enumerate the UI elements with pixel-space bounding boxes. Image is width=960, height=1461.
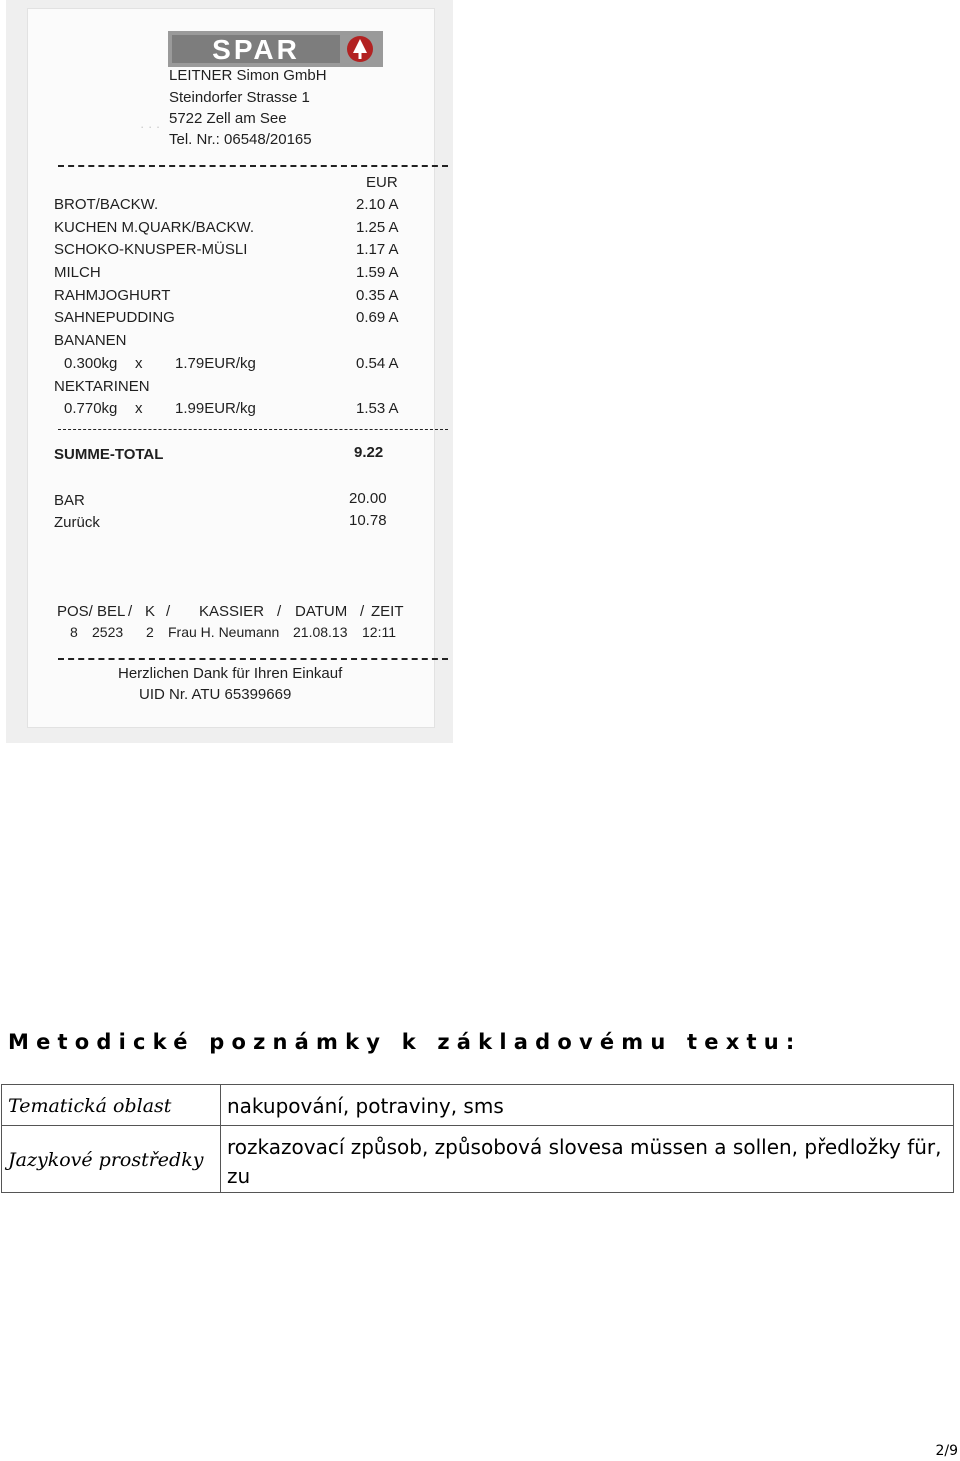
footer-k-value: 2	[146, 624, 154, 640]
store-phone: Tel. Nr.: 06548/20165	[169, 131, 312, 148]
item-name: MILCH	[54, 264, 101, 281]
item-unit-price: 1.99EUR/kg	[175, 400, 256, 417]
footer-datum-header: DATUM	[295, 603, 348, 620]
item-name: SAHNEPUDDING	[54, 309, 175, 326]
item-quantity: 0.770kg	[64, 400, 118, 417]
item-times: x	[135, 355, 143, 372]
change-value: 10.78	[349, 512, 387, 529]
item-price: 1.25 A	[356, 219, 399, 236]
item-name: NEKTARINEN	[54, 378, 150, 395]
item-price: 0.69 A	[356, 309, 399, 326]
uid-number: UID Nr. ATU 65399669	[139, 686, 292, 703]
footer-kassier-header: KASSIER	[199, 603, 265, 620]
spar-logo	[168, 31, 383, 67]
paid-label: BAR	[54, 492, 85, 509]
footer-zeit-header: ZEIT	[371, 603, 404, 620]
footer-kassier-value: Frau H. Neumann	[168, 624, 280, 640]
store-city: 5722 Zell am See	[169, 110, 287, 127]
language-means-value: rozkazovací způsob, způsobová slovesa müssen a sollen, předložky für, zu	[227, 1135, 942, 1188]
change-label: Zurück	[54, 514, 100, 531]
footer-k-header: K	[145, 603, 156, 620]
footer-separator: /	[360, 603, 365, 620]
footer-separator: /	[277, 603, 282, 620]
item-price: 1.53 A	[356, 400, 399, 417]
table-row-divider	[2, 1125, 953, 1126]
separator-line	[58, 429, 448, 430]
notes-heading: Metodické poznámky k základovému textu:	[8, 1030, 802, 1054]
bleed-through-text: · · ·	[140, 119, 161, 134]
footer-zeit-value: 12:11	[362, 624, 396, 640]
item-price: 0.54 A	[356, 355, 399, 372]
spar-logo-text: SPAR	[212, 34, 300, 65]
item-name: RAHMJOGHURT	[54, 287, 171, 304]
separator-line	[58, 165, 448, 167]
receipt-scan-image	[6, 0, 453, 743]
footer-pos-value: 8	[70, 624, 78, 640]
notes-table	[1, 1084, 954, 1193]
footer-datum-value: 21.08.13	[293, 624, 348, 640]
total-label: SUMME-TOTAL	[54, 446, 164, 463]
language-means-label: Jazykové prostředky	[8, 1149, 204, 1171]
item-price: 0.35 A	[356, 287, 399, 304]
item-name: BROT/BACKW.	[54, 196, 159, 213]
separator-line	[58, 658, 448, 660]
thank-you-text: Herzlichen Dank für Ihren Einkauf	[118, 665, 343, 682]
item-name: KUCHEN M.QUARK/BACKW.	[54, 219, 255, 236]
item-name: BANANEN	[54, 332, 127, 349]
topic-value: nakupování, potraviny, sms	[227, 1094, 504, 1118]
table-column-divider	[220, 1085, 221, 1192]
receipt-paper	[27, 8, 435, 728]
paid-value: 20.00	[349, 490, 387, 507]
item-price: 1.17 A	[356, 241, 399, 258]
total-value: 9.22	[354, 444, 384, 461]
store-name: LEITNER Simon GmbH	[169, 67, 327, 84]
store-street: Steindorfer Strasse 1	[169, 89, 310, 106]
item-times: x	[135, 400, 143, 417]
footer-separator: /	[128, 603, 133, 620]
topic-label: Tematická oblast	[8, 1095, 172, 1117]
currency-label: EUR	[366, 174, 398, 191]
item-unit-price: 1.79EUR/kg	[175, 355, 256, 372]
item-name: SCHOKO-KNUSPER-MÜSLI	[54, 241, 248, 258]
footer-separator: /	[166, 603, 171, 620]
page-number: 2/9	[935, 1443, 958, 1459]
item-price: 2.10 A	[356, 196, 399, 213]
item-quantity: 0.300kg	[64, 355, 118, 372]
footer-bel-value: 2523	[92, 624, 124, 640]
item-price: 1.59 A	[356, 264, 399, 281]
footer-pos-header: POS/ BEL	[57, 603, 126, 620]
